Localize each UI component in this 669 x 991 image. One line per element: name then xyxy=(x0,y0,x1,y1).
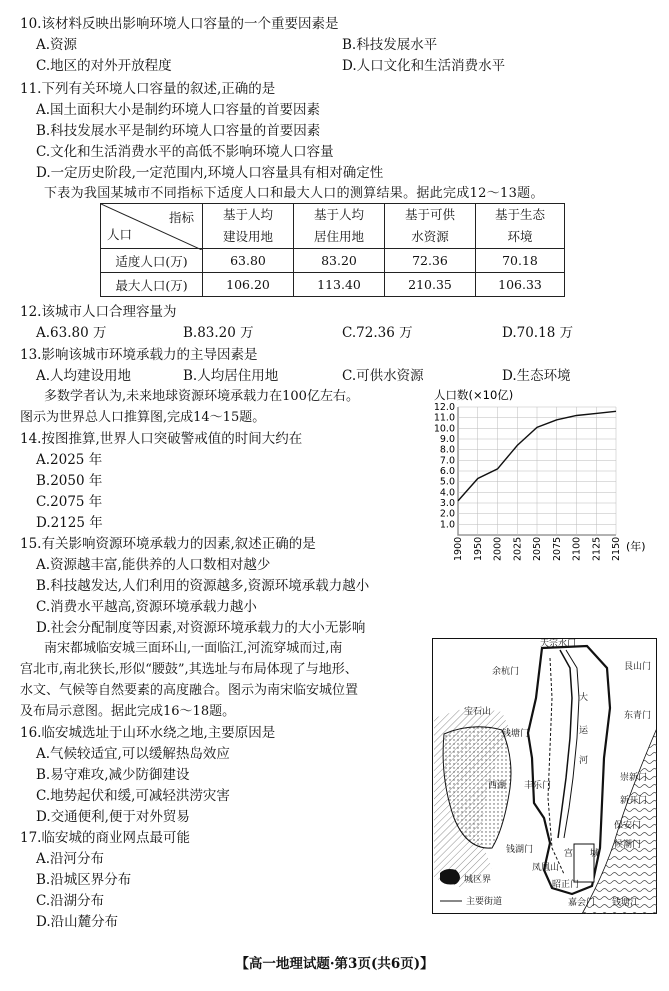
col-header-4: 基于生态 环境 xyxy=(476,204,565,249)
q10-option-d: D.人口文化和生活消费水平 xyxy=(342,58,506,74)
population-chart xyxy=(420,385,660,570)
chart-y-tick-label: 5.0 xyxy=(439,476,455,488)
chart-x-tick-label: 2050 xyxy=(532,536,543,561)
label-xinkai-gate: 新开门 xyxy=(620,796,648,806)
q11-option-b: B.科技发展水平是制约环境人口容量的首要因素 xyxy=(36,123,321,139)
q12-option-c: C.72.36 万 xyxy=(342,325,413,341)
col-header-3: 基于可供 水资源 xyxy=(385,204,476,249)
linan-city-map xyxy=(432,638,657,914)
legend-city-symbol xyxy=(440,869,460,885)
col-header-2: 基于人均 居住用地 xyxy=(294,204,385,249)
label-fenghuang-hill: 凤凰山 xyxy=(532,863,560,873)
q12-option-b: B.83.20 万 xyxy=(183,325,254,341)
q13-option-c: C.可供水资源 xyxy=(342,368,424,384)
q12-option-a: A.63.80 万 xyxy=(36,325,107,341)
q15-option-c: C.消费水平越高,资源环境承载力越小 xyxy=(36,599,257,615)
intro-16-line4: 及布局示意图。据此完成16～18题。 xyxy=(20,704,236,719)
label-baoshi-hill: 宝石山 xyxy=(464,707,492,717)
chart-x-tick-label: 2125 xyxy=(591,536,603,561)
q14-stem: 14.按图推算,世界人口突破警戒值的时间大约在 xyxy=(20,431,303,447)
q17-option-b: B.沿城区界分布 xyxy=(36,872,132,888)
q16-option-c: C.地势起伏和缓,可减轻洪涝灾害 xyxy=(36,788,230,804)
table-cell: 83.20 xyxy=(294,249,385,273)
chart-x-tick-label: 1950 xyxy=(472,536,484,561)
label-tianzong-gate: 天宗水门 xyxy=(540,639,577,649)
chart-y-tick-label: 12.0 xyxy=(433,402,455,413)
q17-option-d: D.沿山麓分布 xyxy=(36,914,119,930)
q12-stem: 12.该城市人口合理容量为 xyxy=(20,304,177,320)
label-baoan-gate: 保安门 xyxy=(614,821,642,831)
q10-option-c: C.地区的对外开放程度 xyxy=(36,58,172,74)
table-cell: 106.20 xyxy=(203,273,294,297)
intro-14-15-line1: 多数学者认为,未来地球资源环境承载力在100亿左右。 xyxy=(44,389,359,404)
label-legend-city: 城区界 xyxy=(464,875,492,885)
q11-stem: 11.下列有关环境人口容量的叙述,正确的是 xyxy=(20,81,276,97)
label-chongxin-gate: 崇新门 xyxy=(620,773,648,783)
q15-option-b: B.科技越发达,人们利用的资源越多,资源环境承载力越小 xyxy=(36,578,370,594)
table-cell: 210.35 xyxy=(385,273,476,297)
label-jiahui-gate: 嘉会门 xyxy=(568,898,596,908)
label-qianhu-gate: 钱湖门 xyxy=(506,845,534,855)
label-qiantang-river: 钱塘江 xyxy=(612,898,640,908)
q11-option-a: A.国土面积大小是制约环境人口容量的首要因素 xyxy=(36,102,321,118)
table-cell: 113.40 xyxy=(294,273,385,297)
q13-option-b: B.人均居住用地 xyxy=(183,368,279,384)
label-west-lake: 西湖 xyxy=(488,781,507,791)
label-houchao-gate: 候潮门 xyxy=(614,840,642,850)
q13-stem: 13.影响该城市环境承载力的主导因素是 xyxy=(20,347,258,363)
q16-option-a: A.气候较适宜,可以缓解热岛效应 xyxy=(36,746,230,762)
q11-option-d: D.一定历史阶段,一定范围内,环境人口容量具有相对确定性 xyxy=(36,165,384,181)
q13-option-d: D.生态环境 xyxy=(502,368,571,384)
q14-option-d: D.2125 年 xyxy=(36,515,103,531)
chart-grid xyxy=(458,407,616,535)
label-yuhang-gate: 余杭门 xyxy=(492,667,520,677)
table-cell: 63.80 xyxy=(203,249,294,273)
table-cell: 106.33 xyxy=(476,273,565,297)
table-cell: 72.36 xyxy=(385,249,476,273)
chart-y-tick-label: 6.0 xyxy=(439,466,455,477)
table-cell: 70.18 xyxy=(476,249,565,273)
chart-y-tick-label: 4.0 xyxy=(439,487,455,499)
chart-y-tick-label: 1.0 xyxy=(439,519,455,531)
chart-x-tick-label: 2025 xyxy=(512,536,524,561)
q14-option-c: C.2075 年 xyxy=(36,494,103,510)
label-zhaozheng-gate: 昭正门 xyxy=(552,880,580,890)
intro-16-line2: 宫北市,南北狭长,形似“腰鼓”,其选址与布局体现了与地形、 xyxy=(20,662,358,677)
label-city: 城 xyxy=(590,849,600,859)
chart-y-tick-label: 8.0 xyxy=(439,444,455,456)
chart-ylabel: 人口数(×10亿) xyxy=(434,388,514,402)
q16-option-d: D.交通便利,便于对外贸易 xyxy=(36,809,190,825)
chart-y-tick-label: 7.0 xyxy=(439,455,455,467)
q16-stem: 16.临安城选址于山环水绕之地,主要原因是 xyxy=(20,725,276,741)
chart-xlabel: (年) xyxy=(626,540,646,553)
intro-14-15-line2: 图示为世界总人口推算图,完成14～15题。 xyxy=(20,410,266,425)
intro-16-line3: 水文、气候等自然要素的高度融合。图示为南宋临安城位置 xyxy=(20,683,359,698)
corner-top-label: 指标 xyxy=(168,210,194,225)
q10-option-a: A.资源 xyxy=(36,37,78,53)
label-genshan-gate: 艮山门 xyxy=(624,662,652,672)
q14-option-a: A.2025 年 xyxy=(36,452,103,468)
row-label: 最大人口(万) xyxy=(101,273,203,297)
chart-y-tick-label: 11.0 xyxy=(433,412,455,424)
q10-option-b: B.科技发展水平 xyxy=(342,37,438,53)
page-footer: 【高一地理试题·第3页(共6页)】 xyxy=(235,956,434,972)
q17-stem: 17.临安城的商业网点最可能 xyxy=(20,830,190,846)
label-palace: 宫 xyxy=(564,849,574,859)
chart-y-tick-label: 3.0 xyxy=(439,498,455,509)
q13-option-a: A.人均建设用地 xyxy=(36,368,132,384)
label-legend-road: 主要街道 xyxy=(466,897,503,907)
label-qiantang-gate: 钱塘门 xyxy=(502,729,530,739)
table-corner-cell xyxy=(101,204,203,249)
row-label: 适度人口(万) xyxy=(101,249,203,273)
chart-y-ticks xyxy=(434,402,455,530)
q12-option-d: D.70.18 万 xyxy=(502,325,574,341)
q17-option-a: A.沿河分布 xyxy=(36,851,105,867)
q15-option-a: A.资源越丰富,能供养的人口数相对越少 xyxy=(36,557,271,573)
chart-x-tick-label: 1900 xyxy=(453,536,464,561)
chart-x-ticks xyxy=(453,537,622,561)
chart-y-tick-label: 9.0 xyxy=(439,434,455,445)
label-canal-3: 河 xyxy=(579,756,589,766)
label-fengle-gate: 丰乐门 xyxy=(524,781,552,791)
chart-x-tick-label: 2075 xyxy=(551,536,563,561)
q15-stem: 15.有关影响资源环境承载力的因素,叙述正确的是 xyxy=(20,536,316,552)
intro-12-13: 下表为我国某城市不同指标下适度人口和最大人口的测算结果。据此完成12～13题。 xyxy=(44,186,544,201)
corner-bottom-label: 人口 xyxy=(107,227,133,242)
population-table xyxy=(100,203,565,297)
q11-option-c: C.文化和生活消费水平的高低不影响环境人口容量 xyxy=(36,144,334,160)
chart-y-tick-label: 10.0 xyxy=(433,423,455,435)
q14-option-b: B.2050 年 xyxy=(36,473,103,489)
q10-stem: 10.该材料反映出影响环境人口容量的一个重要因素是 xyxy=(20,16,339,32)
q15-option-d: D.社会分配制度等因素,对资源环境承载力的大小无影响 xyxy=(36,620,366,636)
chart-x-tick-label: 2000 xyxy=(492,536,504,561)
chart-y-tick-label: 2.0 xyxy=(439,508,455,520)
intro-16-line1: 南宋都城临安城三面环山,一面临江,河流穿城而过,南 xyxy=(44,641,343,656)
col-header-1: 基于人均 建设用地 xyxy=(203,204,294,249)
label-dongqing-gate: 东青门 xyxy=(624,711,652,721)
label-canal-1: 大 xyxy=(579,693,589,703)
chart-x-tick-label: 2100 xyxy=(571,536,583,561)
q17-option-c: C.沿湖分布 xyxy=(36,893,105,909)
chart-x-tick-label: 2150 xyxy=(611,536,622,561)
q16-option-b: B.易守难攻,减少防御建设 xyxy=(36,767,190,783)
label-canal-2: 运 xyxy=(579,726,589,736)
